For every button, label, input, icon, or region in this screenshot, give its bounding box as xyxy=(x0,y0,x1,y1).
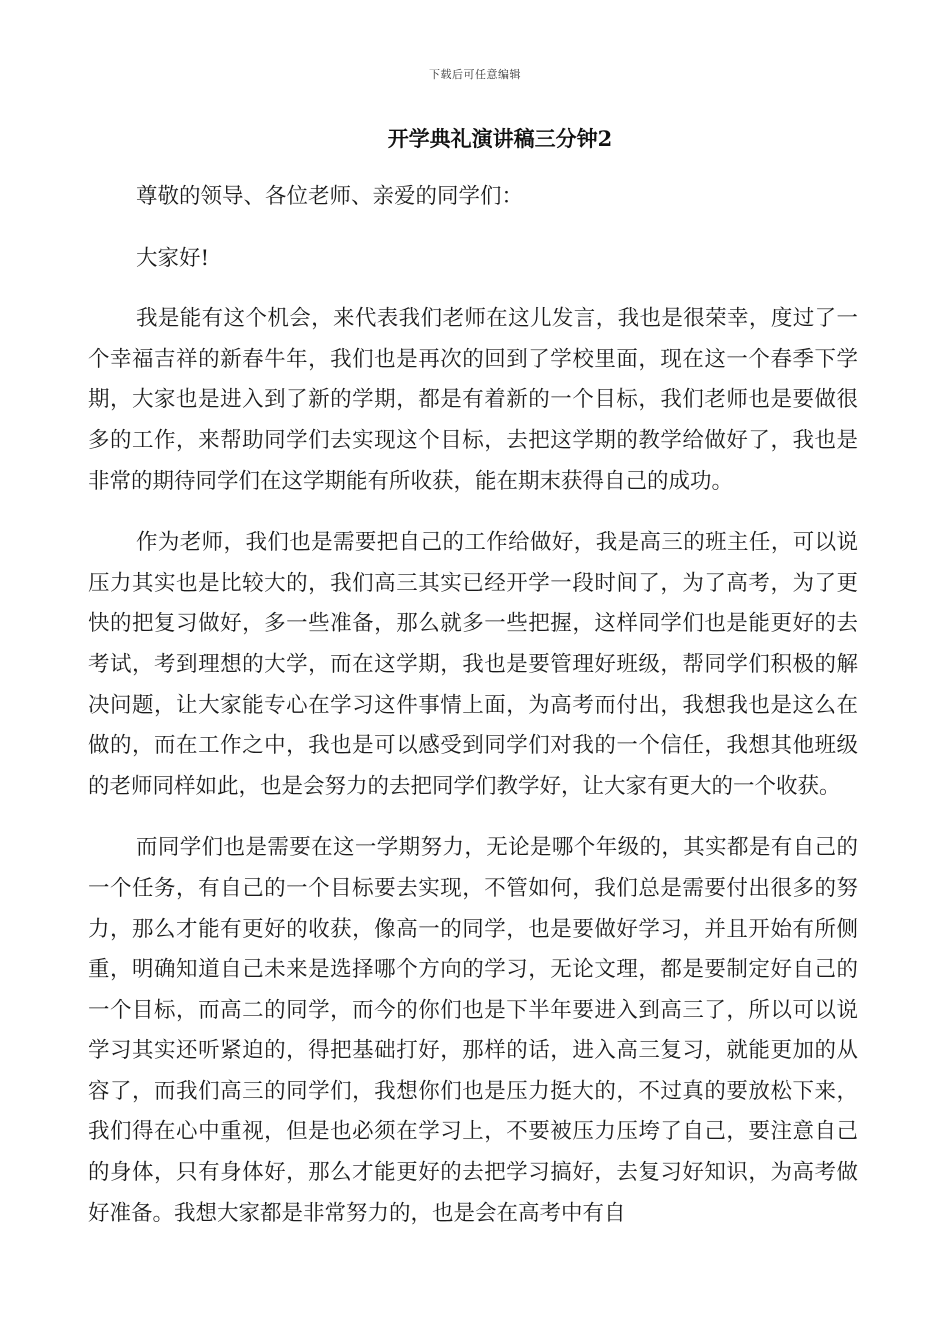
salutation-paragraph: 尊敬的领导、各位老师、亲爱的同学们： xyxy=(136,184,524,209)
body-paragraph: 而同学们也是需要在这一学期努力，无论是哪个年级的，其实都是有自己的一个任务，有自己的一个目标要去实现，不管如何，我们总是需要付出很多的努力，那么才能有更好的收获，像高一的同学，也是要做好学习，并且开始有所侧重，明确知道自己未来是选择哪个方向的学习，无论文理，都是要制定好自己的一个目标，而高二的同学，而今的你们也是下半年要进入到高三了，所以可以说学习其实还听紧迫的，得把基础打好，那样的话，进入高三复习，就能更加的从容了，而我们高三的同学们，我想你们也是压力挺大的，不过真的要放松下来，我们得在心中重视，但是也必须在学习上，不要被压力压垮了自己，要注意自己的身体，只有身体好，那么才能更好的去把学习搞好，去复习好知识，为高考做好准备。我想大家都是非常努力的，也是会在高考中有自 xyxy=(88,835,858,1226)
greeting-paragraph: 大家好! xyxy=(136,245,210,271)
document-body xyxy=(88,177,858,1255)
header-note: 下载后可任意编辑 xyxy=(429,68,521,81)
body-paragraph: 作为老师，我们也是需要把自己的工作给做好，我是高三的班主任，可以说压力其实也是比较大的，我们高三其实已经开学一段时间了，为了高考，为了更快的把复习做好，多一些准备，那么就多一些把握，这样同学们也是能更好的去考试，考到理想的大学，而在这学期，我也是要管理好班级，帮同学们积极的解决问题，让大家能专心在学习这件事情上面，为高考而付出，我想我也是这么在做的，而在工作之中，我也是可以感受到同学们对我的一个信任，我想其他班级的老师同样如此，也是会努力的去把同学们教学好，让大家有更大的一个收获。 xyxy=(88,530,858,799)
body-paragraph: 我是能有这个机会，来代表我们老师在这儿发言，我也是很荣幸，度过了一个幸福吉祥的新春牛年，我们也是再次的回到了学校里面，现在这一个春季下学期，大家也是进入到了新的学期，都是有着新的一个目标，我们老师也是要做很多的工作，来帮助同学们去实现这个目标，去把这学期的教学给做好了，我也是非常的期待同学们在这学期能有所收获，能在期末获得自己的成功。 xyxy=(88,306,858,494)
document-title: 开学典礼演讲稿三分钟2 xyxy=(387,126,613,151)
